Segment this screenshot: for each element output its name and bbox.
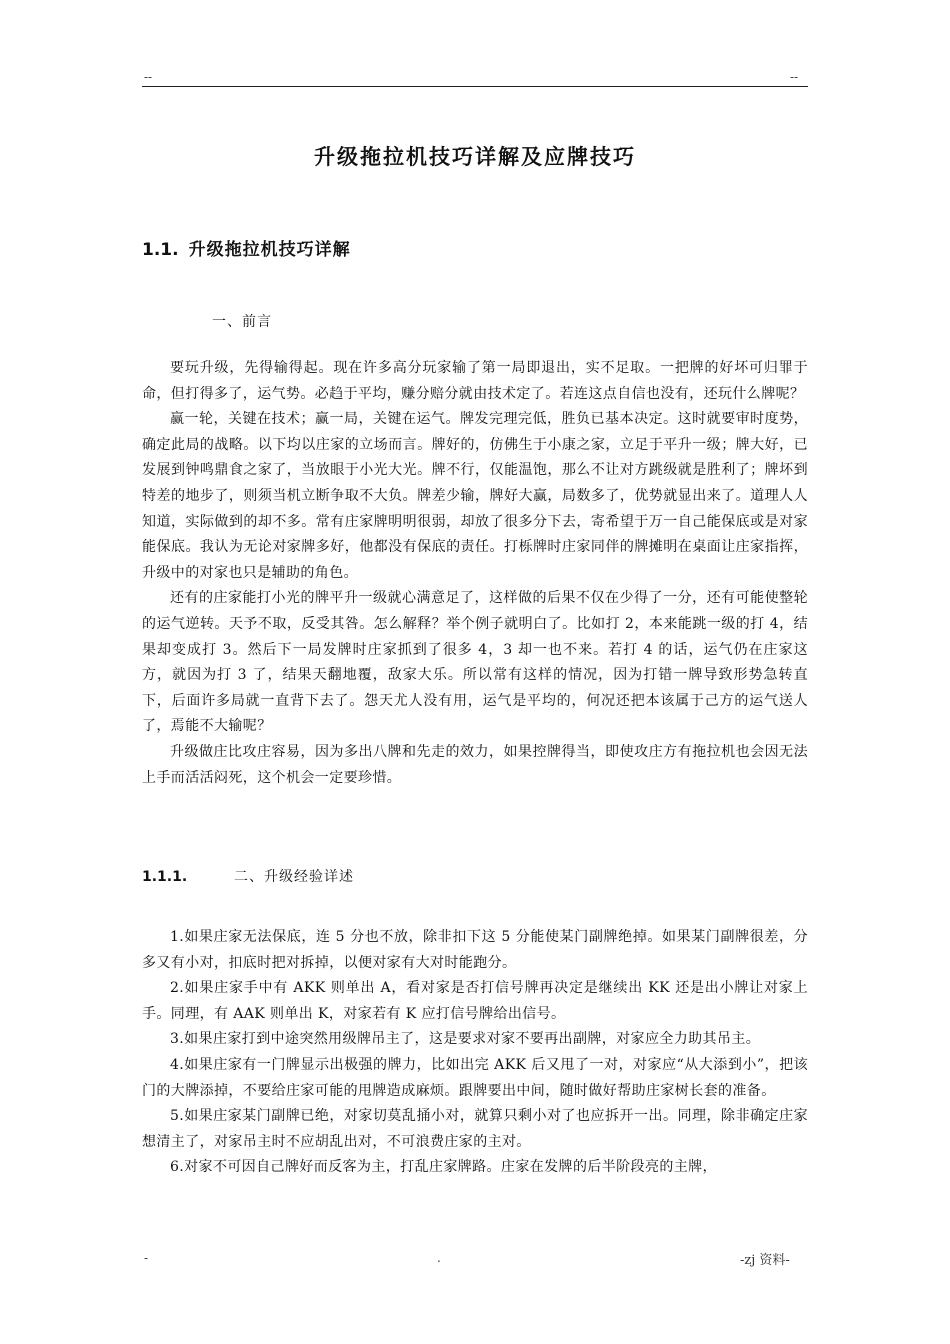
header-left-mark: -- <box>144 70 153 84</box>
paragraph: 3.如果庄家打到中途突然用级牌吊主了，这是要求对家不要再出副牌，对家应全力助其吊主。 <box>170 1031 761 1048</box>
preface-heading: 一、前言 <box>212 314 272 330</box>
paragraph: 6.对家不可因自己牌好而反客为主，打乱庄家牌路。庄家在发牌的后半阶段亮的主牌， <box>170 1159 717 1176</box>
subsection-number: 1.1.1. <box>142 869 188 885</box>
experience-body <box>142 925 808 1181</box>
paragraph: 赢一轮，关键在技术；赢一局，关键在运气。牌发完理完低，胜负已基本决定。这时就要审时度势，确定此局的战略。以下均以庄家的立场而言。牌好的，仿佛生于小康之家，立足于平升一级；牌大好，已发展到钟鸣鼎食之家了，当放眼于小光大光。牌不行，仅能温饱，那么不让对方跳级就是胜利了；牌坏到特差的地步了，则须当机立断争取不大负。牌差少输，牌好大赢，局数多了，优势就显出来了。道理人人知道，实际做到的却不多。常有庄家牌明明很弱，却放了很多分下去，寄希望于万一自己能保底或是对家能保底。我认为无论对家牌多好，他都没有保底的责任。打栎牌时庄家同伴的牌摊明在桌面让庄家指挥，升级中的对家也只是辅助的角色。 <box>142 411 808 581</box>
section-heading-1-1-1 <box>142 866 354 886</box>
paragraph: 要玩升级，先得输得起。现在许多高分玩家输了第一局即退出，实不足取。一把牌的好坏可归罪于命，但打得多了，运气势。必趋于平均，赚分赔分就由技术定了。若连这点自信也没有，还玩什么牌呢？ <box>142 360 808 402</box>
header-right-mark: -- <box>790 70 799 84</box>
paragraph: 4.如果庄家有一门牌显示出极强的牌力，比如出完 AKK 后又甩了一对，对家应“从大添到小”，把该门的大牌添掉，不要给庄家可能的甩牌造成麻烦。跟牌要出中间，随时做好帮助庄家树长套的准备。 <box>142 1056 808 1099</box>
footer-left-mark: - <box>144 1251 149 1265</box>
footer-center-mark: . <box>437 1251 441 1265</box>
section-heading-1-1 <box>142 235 351 260</box>
subsection-title: 二、升级经验详述 <box>234 869 354 885</box>
paragraph: 1.如果庄家无法保底，连 5 分也不放，除非扣下这 5 分能使某门副牌绝掉。如果某门副牌很差，分多又有小对，扣底时把对拆掉，以便对家有大对时能跑分。 <box>142 929 808 971</box>
preface-body <box>142 356 808 791</box>
section-number: 1.1. <box>142 240 179 260</box>
paragraph: 升级做庄比攻庄容易，因为多出八牌和先走的效力，如果控牌得当，即使攻庄方有拖拉机也会因无法上手而活活闷死，这个机会一定要珍惜。 <box>142 743 808 786</box>
paragraph: 5.如果庄家某门副牌已绝，对家切莫乱捅小对，就算只剩小对了也应拆开一出。同理，除非确定庄家想清主了，对家吊主时不应胡乱出对，不可浪费庄家的主对。 <box>142 1108 808 1150</box>
document-title: 升级拖拉机技巧详解及应牌技巧 <box>314 144 636 169</box>
paragraph: 2.如果庄家手中有 AKK 则单出 A，看对家是否打信号牌再决定是继续出 KK 还是出小牌让对家上手。同理，有 AAK 则单出 K，对家若有 K 应打信号牌给出信号。 <box>142 980 808 1022</box>
section-title: 升级拖拉机技巧详解 <box>188 240 351 260</box>
footer-source-label: -zj 资料- <box>740 1253 790 1268</box>
header-rule <box>142 86 808 87</box>
paragraph: 还有的庄家能打小光的牌平升一级就心满意足了，这样做的后果不仅在少得了一分，还有可能使整轮的运气逆转。天予不取，反受其咎。怎么解释？举个例子就明白了。比如打 2，本来能跳一级的打 4，结果却变成打 3。然后下一局发牌时庄家抓到了很多 4，3 却一也不来。若打 4 的话，运气仍在庄家这方，就因为打 3 了，结果天翻地覆，敌家大乐。所以常有这样的情况，因为打错一牌导致形势急转直下，后面许多局就一直背下去了。怨天尤人没有用，运气是平均的，何况还把本该属于己方的运气送人了，焉能不大输呢？ <box>142 590 808 735</box>
